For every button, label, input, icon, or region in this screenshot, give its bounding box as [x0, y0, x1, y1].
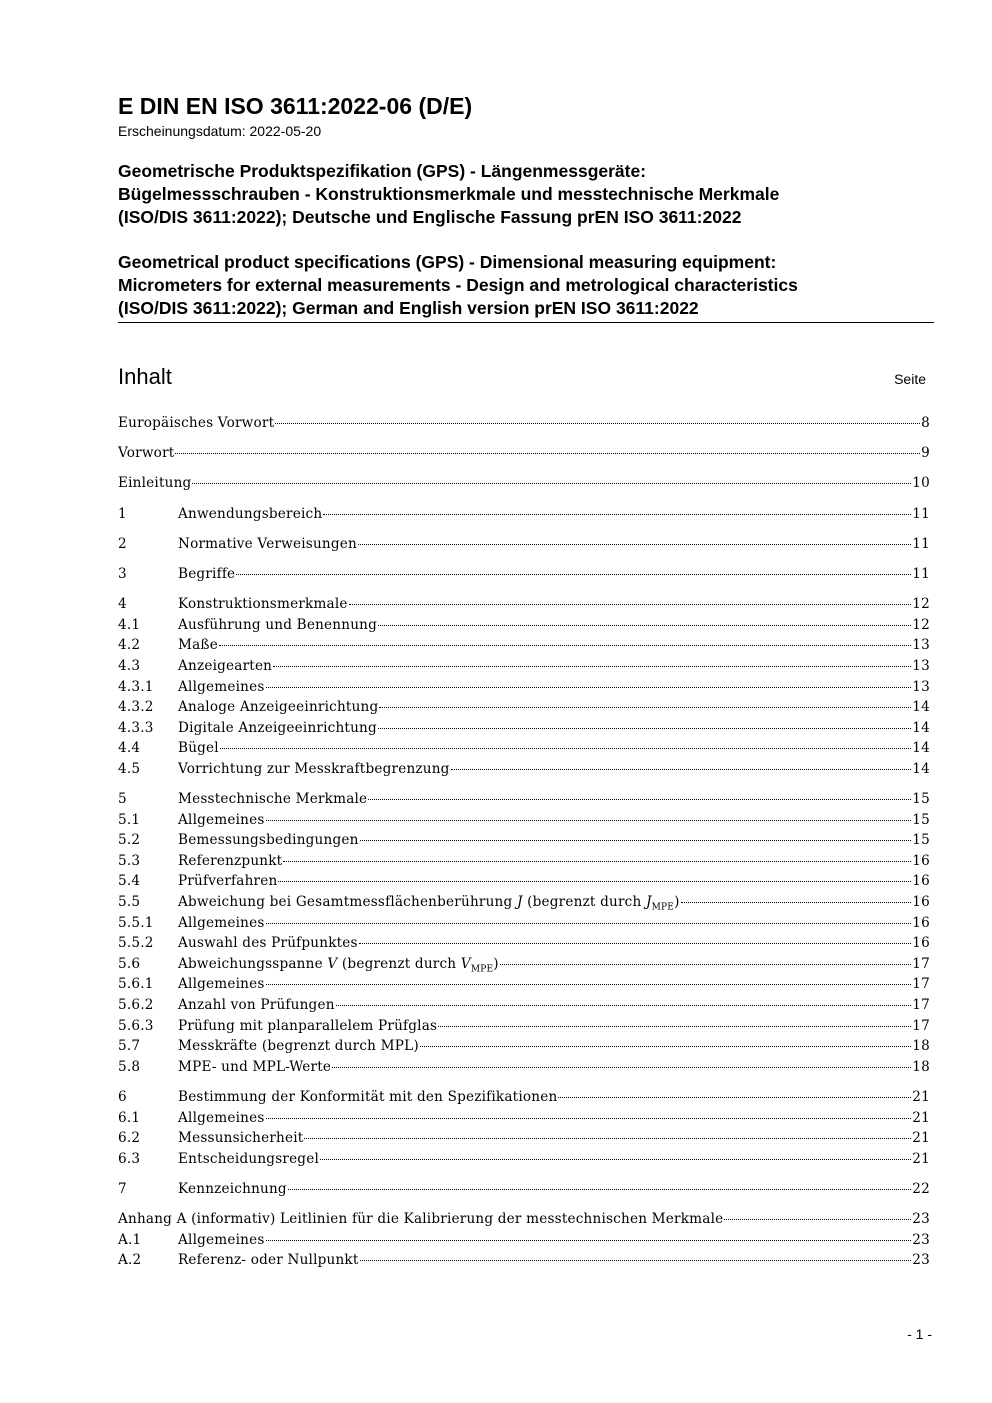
toc-entry-label	[178, 1016, 437, 1037]
toc-entry-page: 23	[912, 1252, 930, 1269]
toc-entry-label-text: Analoge Anzeigeeinrichtung	[178, 699, 379, 716]
toc-entry-number: 1	[118, 505, 127, 522]
toc-entry-label	[118, 473, 191, 494]
toc-entry-page: 12	[912, 616, 930, 633]
toc-entry-number: 5.4	[118, 873, 141, 890]
toc-entry-number: 4.3	[118, 657, 141, 674]
toc-dot-leader	[320, 1159, 911, 1160]
toc-entry[interactable]	[118, 1108, 930, 1129]
toc-entry-subscript: MPE	[651, 902, 675, 913]
toc-entry-page: 16	[912, 873, 930, 890]
toc-entry-label-text: Auswahl des Prüfpunktes	[178, 935, 358, 952]
toc-entry-number: 2	[118, 535, 127, 552]
toc-entry-label-text: Allgemeines	[178, 811, 265, 828]
toc-entry-label-text: Abweichungsspanne	[178, 955, 328, 972]
toc-header	[118, 363, 934, 393]
toc-entry-label-text: Allgemeines	[178, 1231, 265, 1248]
toc-dot-leader	[266, 1240, 912, 1241]
toc-entry-label	[178, 718, 377, 739]
toc-entry-number: 4.3.2	[118, 699, 154, 716]
toc-dot-leader	[266, 984, 912, 985]
toc-entry[interactable]	[118, 871, 930, 892]
toc-entry-page: 18	[912, 1038, 930, 1055]
toc-entry-symbol: J	[645, 894, 652, 911]
toc-entry-label-text: Messtechnische Merkmale	[178, 791, 368, 808]
toc-dot-leader	[360, 1260, 912, 1261]
toc-entry-page: 21	[912, 1150, 930, 1167]
toc-entry-label	[178, 1230, 265, 1251]
toc-entry-label	[178, 677, 265, 698]
toc-entry-label-text: )	[493, 955, 499, 972]
toc-entry-label-text: (begrenzt durch	[522, 894, 646, 911]
title-english-line: Micrometers for external measurements - Design and metrological characteristics	[118, 275, 798, 295]
toc-entry-label	[178, 697, 378, 718]
toc-entry[interactable]	[118, 810, 930, 831]
toc-entry-page: 16	[912, 852, 930, 869]
toc-entry-subscript: MPE	[470, 964, 494, 975]
publication-date: Erscheinungsdatum: 2022-05-20	[118, 123, 322, 139]
toc-entry[interactable]	[118, 656, 930, 677]
toc-entry-number: A.1	[118, 1231, 142, 1248]
toc-entry-label	[118, 413, 274, 434]
toc-dot-leader	[236, 574, 911, 575]
toc-entry-number: 4.2	[118, 637, 141, 654]
toc-entry-label-text: Messunsicherheit	[178, 1130, 304, 1147]
title-german-line: Bügelmessschrauben - Konstruktionsmerkmale und messtechnische Merkmale	[118, 184, 780, 204]
toc-entry-page: 15	[912, 832, 930, 849]
toc-entry-page: 14	[912, 740, 930, 757]
toc-dot-leader	[368, 799, 911, 800]
toc-entry-label-text: )	[674, 894, 680, 911]
toc-entry-label-text: Anhang A (informativ) Leitlinien für die Kalibrierung der messtechnischen Merkmale	[118, 1211, 724, 1228]
toc-entry-label-text: Normative Verweisungen	[178, 535, 357, 552]
toc-entry-number: 5.6	[118, 955, 141, 972]
toc-entry-page: 11	[912, 565, 930, 582]
toc-entry[interactable]	[118, 1230, 930, 1251]
toc-entry-page: 17	[912, 1017, 930, 1034]
toc-entry-label	[118, 443, 174, 464]
toc-entry[interactable]	[118, 1016, 930, 1037]
toc-entry-symbol: J	[516, 894, 523, 911]
toc-entry-page: 21	[912, 1088, 930, 1105]
toc-entry-label	[178, 1250, 359, 1271]
toc-entry-label	[178, 504, 322, 525]
toc-entry-number: 4.5	[118, 760, 141, 777]
toc-entry[interactable]	[118, 534, 930, 555]
toc-entry-label	[178, 974, 265, 995]
toc-dot-leader	[336, 1005, 912, 1006]
toc-entry-label	[178, 830, 359, 851]
toc-entry-label	[178, 1179, 287, 1200]
toc-entry-page: 13	[912, 678, 930, 695]
table-of-contents	[118, 413, 930, 1271]
toc-entry-number: 4.1	[118, 616, 141, 633]
toc-entry-label	[178, 738, 219, 759]
toc-entry-label	[118, 1209, 723, 1230]
document-page	[118, 92, 934, 1271]
toc-dot-leader	[304, 1138, 911, 1139]
toc-entry-label-text: Maße	[178, 637, 218, 654]
toc-dot-leader	[500, 964, 912, 965]
toc-entry-label	[178, 933, 358, 954]
toc-entry-label-text: Kennzeichnung	[178, 1180, 287, 1197]
toc-entry-label	[178, 995, 335, 1016]
toc-entry-label-text: Anzeigearten	[178, 657, 273, 674]
toc-entry[interactable]	[118, 1209, 930, 1230]
title-divider	[118, 322, 934, 323]
toc-entry-label-text: Allgemeines	[178, 678, 265, 695]
toc-entry-number: 5.5	[118, 894, 141, 911]
title-english-line: Geometrical product specifications (GPS) - Dimensional measuring equipment:	[118, 252, 777, 272]
toc-entry-page: 17	[912, 955, 930, 972]
toc-dot-leader	[175, 453, 920, 454]
toc-entry-page: 22	[912, 1180, 930, 1197]
title-english	[118, 251, 934, 320]
toc-entry-symbol: V	[460, 955, 471, 972]
toc-entry-page: 12	[912, 596, 930, 613]
toc-entry[interactable]	[118, 594, 930, 615]
toc-entry[interactable]	[118, 851, 930, 872]
toc-entry-label-text: Einleitung	[118, 475, 192, 492]
toc-entry-number: 5.8	[118, 1058, 141, 1075]
toc-entry-label	[178, 656, 272, 677]
toc-entry-number: 5.3	[118, 852, 141, 869]
toc-entry[interactable]	[118, 789, 930, 810]
toc-entry-label-text: Bügel	[178, 740, 219, 757]
toc-entry-label-text: Allgemeines	[178, 976, 265, 993]
toc-dot-leader	[266, 687, 912, 688]
toc-dot-leader	[323, 514, 911, 515]
toc-entry-label-text: Bemessungsbedingungen	[178, 832, 359, 849]
toc-entry-number: 3	[118, 565, 127, 582]
toc-dot-leader	[192, 483, 911, 484]
toc-entry[interactable]	[118, 759, 930, 780]
toc-entry[interactable]	[118, 1250, 930, 1271]
toc-entry-label	[178, 1108, 265, 1129]
toc-entry-number: 5.7	[118, 1038, 141, 1055]
toc-entry-label	[178, 1149, 319, 1170]
toc-entry-label-text: (begrenzt durch	[337, 955, 461, 972]
toc-entry-page: 17	[912, 997, 930, 1013]
toc-entry-label-text: Allgemeines	[178, 914, 265, 931]
toc-dot-leader	[349, 604, 912, 605]
toc-entry[interactable]	[118, 473, 930, 494]
toc-entry-label	[178, 759, 450, 780]
toc-entry[interactable]	[118, 830, 930, 851]
toc-entry[interactable]	[118, 443, 930, 464]
toc-entry-number: 5.2	[118, 832, 141, 849]
toc-entry-page: 15	[912, 811, 930, 828]
toc-entry-label-text: Allgemeines	[178, 1109, 265, 1126]
toc-entry-page: 18	[912, 1058, 930, 1075]
toc-entry[interactable]	[118, 1128, 930, 1149]
toc-dot-leader	[378, 625, 911, 626]
toc-dot-leader	[219, 645, 911, 646]
toc-dot-leader	[288, 1189, 911, 1190]
toc-entry[interactable]	[118, 615, 930, 636]
toc-entry-label-text: Referenz- oder Nullpunkt	[178, 1252, 359, 1269]
toc-entry-page: 15	[912, 791, 930, 808]
toc-dot-leader	[359, 943, 912, 944]
toc-entry[interactable]	[118, 974, 930, 995]
toc-entry-label-text: Ausführung und Benennung	[178, 616, 378, 633]
toc-dot-leader	[379, 707, 911, 708]
toc-entry-number: A.2	[118, 1252, 142, 1269]
toc-entry-number: 4.3.3	[118, 719, 154, 736]
toc-entry-label	[178, 594, 348, 615]
toc-entry[interactable]	[118, 697, 930, 718]
toc-page-column-header: Seite	[894, 371, 926, 387]
toc-entry-label	[178, 1087, 557, 1108]
page-number: - 1 -	[907, 1326, 932, 1342]
toc-entry-label	[178, 1036, 419, 1057]
toc-entry-page: 14	[912, 719, 930, 736]
toc-entry-page: 13	[912, 637, 930, 654]
toc-title: Inhalt	[118, 364, 172, 389]
toc-entry-number: 4.4	[118, 740, 141, 757]
title-english-line: (ISO/DIS 3611:2022); German and English version prEN ISO 3611:2022	[118, 298, 699, 318]
toc-entry-page: 14	[912, 699, 930, 716]
toc-entry-label	[178, 1057, 331, 1078]
toc-entry-page: 14	[912, 760, 930, 777]
toc-entry[interactable]	[118, 1036, 930, 1057]
toc-entry[interactable]	[118, 635, 930, 656]
title-german	[118, 160, 934, 229]
toc-entry-page: 16	[912, 914, 930, 931]
toc-entry-label	[178, 871, 277, 892]
toc-dot-leader	[451, 769, 912, 770]
toc-entry-number: 5.6.2	[118, 997, 154, 1013]
toc-entry-label-text: Prüfverfahren	[178, 873, 278, 890]
toc-entry[interactable]	[118, 738, 930, 759]
toc-entry-label	[178, 810, 265, 831]
toc-entry-page: 17	[912, 976, 930, 993]
toc-entry-number: 5.5.2	[118, 935, 154, 952]
toc-entry-label-text: Anzahl von Prüfungen	[178, 997, 335, 1013]
toc-entry-page: 16	[912, 935, 930, 952]
toc-entry-page: 16	[912, 894, 930, 911]
toc-entry-label	[178, 534, 357, 555]
toc-entry-number: 6.2	[118, 1130, 141, 1147]
toc-entry-label-text: Bestimmung der Konformität mit den Spezifikationen	[178, 1088, 558, 1105]
toc-dot-leader	[266, 923, 912, 924]
toc-dot-leader	[266, 820, 912, 821]
toc-entry-page: 10	[912, 475, 930, 492]
toc-entry-number: 4.3.1	[118, 678, 154, 695]
toc-entry-number: 5.6.3	[118, 1017, 154, 1034]
toc-dot-leader	[420, 1046, 911, 1047]
toc-dot-leader	[332, 1067, 911, 1068]
toc-entry-label-text: Anwendungsbereich	[178, 505, 323, 522]
toc-entry-page: 23	[912, 1211, 930, 1228]
toc-entry[interactable]	[118, 413, 930, 434]
toc-entry-number: 7	[118, 1180, 127, 1197]
toc-entry[interactable]	[118, 954, 930, 975]
toc-entry-label-text: Prüfung mit planparallelem Prüfglas	[178, 1017, 438, 1034]
toc-entry-label-text: Konstruktionsmerkmale	[178, 596, 348, 613]
toc-entry-page: 21	[912, 1130, 930, 1147]
toc-entry[interactable]	[118, 677, 930, 698]
title-german-line: Geometrische Produktspezifikation (GPS) - Längenmessgeräte:	[118, 161, 647, 181]
toc-dot-leader	[360, 840, 912, 841]
title-german-line: (ISO/DIS 3611:2022); Deutsche und Englische Fassung prEN ISO 3611:2022	[118, 207, 742, 227]
toc-entry-page: 8	[921, 415, 930, 431]
toc-entry-label-text: Europäisches Vorwort	[118, 415, 275, 431]
toc-dot-leader	[724, 1219, 911, 1220]
document-id: E DIN EN ISO 3611:2022-06 (D/E)	[118, 93, 473, 119]
toc-dot-leader	[283, 861, 911, 862]
toc-entry-label-text: Vorwort	[118, 445, 175, 462]
toc-dot-leader	[220, 748, 911, 749]
toc-entry-number: 6.3	[118, 1150, 141, 1167]
toc-dot-leader	[438, 1026, 911, 1027]
toc-entry-number: 4	[118, 596, 127, 613]
toc-entry-label-text: Messkräfte (begrenzt durch MPL)	[178, 1038, 419, 1055]
toc-entry-label	[178, 1128, 303, 1149]
toc-entry-label	[178, 851, 282, 872]
toc-entry-number: 5.5.1	[118, 914, 154, 931]
toc-entry-label	[178, 615, 377, 636]
toc-entry[interactable]	[118, 1057, 930, 1078]
toc-entry[interactable]	[118, 1179, 930, 1200]
toc-dot-leader	[278, 881, 911, 882]
toc-entry[interactable]	[118, 504, 930, 525]
toc-entry[interactable]	[118, 995, 930, 1016]
toc-dot-leader	[378, 728, 911, 729]
toc-entry-page: 11	[912, 505, 930, 522]
toc-entry-page: 21	[912, 1109, 930, 1126]
toc-entry-number: 6.1	[118, 1109, 141, 1126]
toc-entry-label	[178, 635, 218, 656]
toc-entry-page: 13	[912, 657, 930, 674]
toc-entry[interactable]	[118, 933, 930, 954]
toc-entry-label	[178, 913, 265, 934]
toc-entry[interactable]	[118, 564, 930, 585]
toc-entry-page: 11	[912, 535, 930, 552]
toc-dot-leader	[266, 1118, 912, 1119]
toc-dot-leader	[273, 666, 911, 667]
toc-entry[interactable]	[118, 1087, 930, 1108]
toc-dot-leader	[558, 1097, 911, 1098]
toc-entry-page: 23	[912, 1231, 930, 1248]
toc-dot-leader	[275, 423, 920, 424]
toc-entry[interactable]	[118, 1149, 930, 1170]
toc-dot-leader	[681, 902, 912, 903]
toc-entry-symbol: V	[327, 955, 338, 972]
toc-entry-label-text: Begriffe	[178, 565, 236, 582]
toc-dot-leader	[358, 544, 911, 545]
toc-entry-label	[178, 564, 235, 585]
toc-entry-label	[178, 789, 367, 810]
toc-entry-label-text: Referenzpunkt	[178, 852, 283, 869]
toc-entry-number: 5	[118, 791, 127, 808]
toc-entry-number: 5.1	[118, 811, 141, 828]
toc-entry-label-text: Abweichung bei Gesamtmessflächenberührung	[178, 894, 517, 911]
toc-entry-page: 9	[921, 445, 930, 462]
toc-entry-number: 6	[118, 1088, 127, 1105]
toc-entry-label-text: Vorrichtung zur Messkraftbegrenzung	[178, 760, 450, 777]
toc-entry-label-text: MPE- und MPL-Werte	[178, 1058, 332, 1075]
toc-entry-number: 5.6.1	[118, 976, 154, 993]
toc-entry-label-text: Digitale Anzeigeeinrichtung	[178, 719, 377, 736]
toc-entry[interactable]	[118, 892, 930, 913]
toc-entry-label-text: Entscheidungsregel	[178, 1150, 320, 1167]
toc-entry[interactable]	[118, 718, 930, 739]
